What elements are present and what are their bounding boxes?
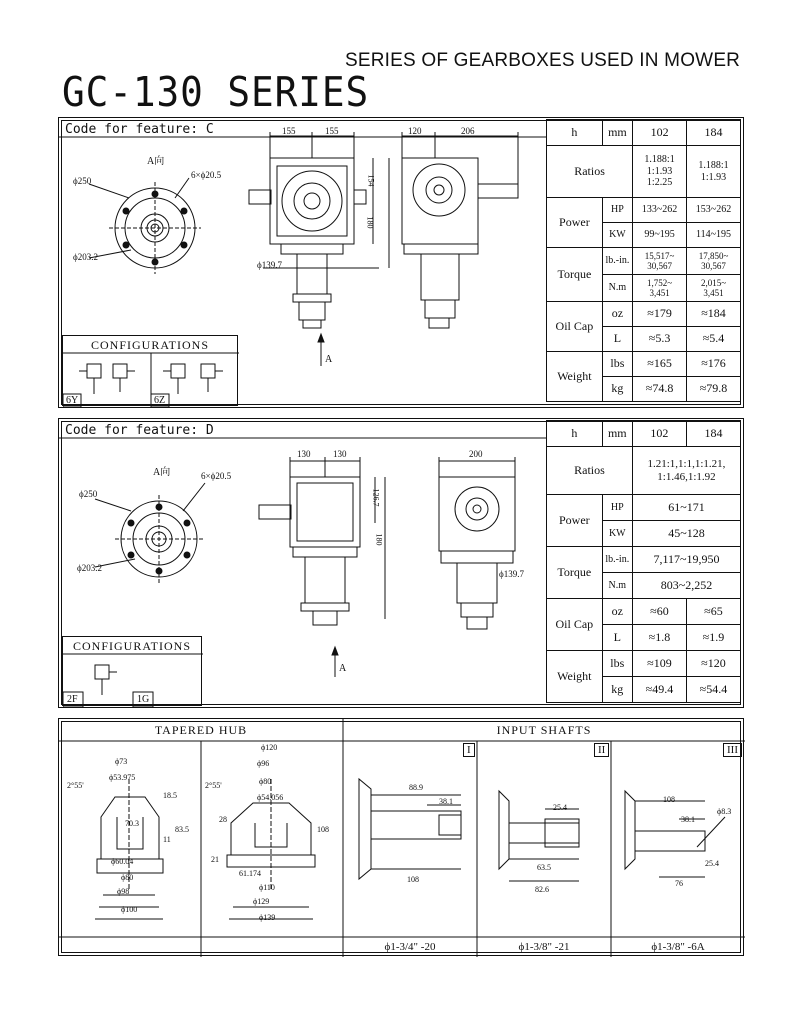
hub1-dim: ϕ73 — [115, 757, 128, 766]
shaft3-dim: ϕ8.3 — [717, 807, 732, 816]
hub2-dim: ϕ54.056 — [257, 793, 284, 802]
hub2-dim: 108 — [317, 825, 329, 834]
hub1-dim: 2°55' — [67, 781, 84, 790]
spec-val: ≈1.9 — [686, 625, 740, 651]
dim-phi139-c: ϕ139.7 — [257, 260, 282, 270]
spec-val: 1,752~ 3,451 — [633, 275, 687, 302]
spec-val: 99~195 — [633, 223, 687, 248]
hub1-dim: ϕ53.975 — [109, 773, 136, 782]
shaft2-dim: 25.4 — [553, 803, 567, 812]
arrow-label-c: A — [325, 354, 333, 365]
code-label-c: Code for feature: C — [65, 122, 214, 137]
dim-phi203-d: ϕ203.2 — [77, 563, 102, 573]
spec-val: ≈79.8 — [687, 377, 741, 402]
spec-unit: HP — [602, 198, 632, 223]
spec-h-val: 184 — [686, 421, 740, 447]
spec-weight-label: Weight — [547, 651, 603, 703]
spec-val: ≈49.4 — [632, 677, 686, 703]
spec-val: 15,517~ 30,567 — [633, 248, 687, 275]
spec-unit: oz — [602, 599, 632, 625]
dim-130a-d: 130 — [297, 449, 311, 459]
spec-h-unit: mm — [602, 120, 632, 146]
hub2-dim: ϕ120 — [261, 743, 278, 752]
spec-ratios-label: Ratios — [547, 146, 633, 198]
dim-155a-c: 155 — [282, 126, 296, 136]
spec-ratios-val: 1.188:1 1:1.93 — [687, 146, 741, 198]
panel-feature-c — [58, 117, 744, 408]
shaft2-dim: 63.5 — [537, 863, 551, 872]
spec-h-unit: mm — [602, 421, 632, 447]
spec-val: 7,117~19,950 — [632, 547, 740, 573]
panel-hub-shafts — [58, 718, 744, 956]
spec-val: 803~2,252 — [632, 573, 740, 599]
dim-126-d: 126.7 — [371, 488, 381, 507]
spec-ratios-val: 1.21:1,1:1,1:1.21, 1:1.46,1:1.92 — [632, 447, 740, 495]
spec-unit: lbs — [602, 651, 632, 677]
spec-val: 45~128 — [632, 521, 740, 547]
hub1-dim: ϕ60.04 — [111, 857, 134, 866]
spec-unit: kg — [602, 677, 632, 703]
shaft-numeral-ii: II — [594, 743, 609, 757]
shaft3-dim: 25.4 — [705, 859, 719, 868]
configurations-title-d: CONFIGURATIONS — [72, 639, 191, 653]
spec-torque-label: Torque — [547, 547, 603, 599]
spec-val: ≈176 — [687, 352, 741, 377]
spec-unit: lb.-in. — [602, 248, 632, 275]
config-2f: 2F — [67, 694, 78, 705]
code-label-d: Code for feature: D — [65, 423, 214, 438]
dim-phi139-d: ϕ139.7 — [499, 569, 524, 579]
dim-holes-d: 6×ϕ20.5 — [201, 471, 232, 481]
hub2-dim: 28 — [219, 815, 227, 824]
shaft2-dim: 82.6 — [535, 885, 549, 894]
dim-phi250-d: ϕ250 — [79, 489, 98, 499]
hub1-dim: ϕ100 — [121, 905, 138, 914]
spec-val: ≈120 — [686, 651, 740, 677]
spec-power-label: Power — [547, 495, 603, 547]
config-1g: 1G — [137, 694, 150, 705]
spec-ratios-label: Ratios — [547, 447, 633, 495]
view-label-c: A向 — [147, 156, 165, 167]
drawing-hub-shafts — [59, 719, 745, 957]
spec-unit: N.m — [602, 275, 632, 302]
spec-val: 17,850~ 30,567 — [687, 248, 741, 275]
spec-val: ≈74.8 — [633, 377, 687, 402]
spec-unit: kg — [602, 377, 632, 402]
hub1-dim: ϕ80 — [121, 873, 134, 882]
spec-ratios-val: 1.188:1 1:1.93 1:2.25 — [633, 146, 687, 198]
tapered-hub-title: TAPERED HUB — [154, 723, 248, 737]
spec-val: ≈54.4 — [686, 677, 740, 703]
spec-val: ≈60 — [632, 599, 686, 625]
spec-unit: KW — [602, 223, 632, 248]
spec-val: ≈165 — [633, 352, 687, 377]
configurations-box-c — [62, 335, 238, 406]
shaft1-caption: ϕ1-3/4" -20 — [384, 941, 436, 953]
view-label-d: A向 — [153, 467, 171, 478]
shaft1-dim: 108 — [407, 875, 419, 884]
spec-weight-label: Weight — [547, 352, 603, 402]
dim-206-c: 206 — [461, 126, 475, 136]
spec-val: 61~171 — [632, 495, 740, 521]
spec-oil-label: Oil Cap — [547, 302, 603, 352]
spec-val: ≈5.4 — [687, 327, 741, 352]
spec-val: 2,015~ 3,451 — [687, 275, 741, 302]
spec-val: 114~195 — [687, 223, 741, 248]
hub1-dim: 83.5 — [175, 825, 189, 834]
spec-unit: lb.-in. — [602, 547, 632, 573]
dim-120-c: 120 — [408, 126, 422, 136]
spec-torque-label: Torque — [547, 248, 603, 302]
shaft3-dim: 108 — [663, 795, 675, 804]
spec-h-val: 184 — [687, 120, 741, 146]
hub2-dim: ϕ110 — [259, 883, 275, 892]
spec-oil-label: Oil Cap — [547, 599, 603, 651]
shaft2-caption: ϕ1-3/8" -21 — [518, 941, 570, 953]
hub1-dim: ϕ98 — [117, 887, 130, 896]
dim-180-d: 180 — [374, 533, 384, 546]
spec-val: ≈179 — [633, 302, 687, 327]
spec-h-val: 102 — [633, 120, 687, 146]
hub2-dim: ϕ129 — [253, 897, 270, 906]
spec-val: 133~262 — [633, 198, 687, 223]
spec-unit: L — [602, 625, 632, 651]
shaft1-dim: 38.1 — [439, 797, 453, 806]
hub1-dim: 11 — [163, 835, 171, 844]
spec-val: ≈5.3 — [633, 327, 687, 352]
dim-phi250-c: ϕ250 — [73, 176, 92, 186]
configurations-title-c: CONFIGURATIONS — [90, 338, 209, 352]
shaft-numeral-iii: III — [723, 743, 742, 757]
config-6z: 6Z — [154, 395, 166, 406]
spec-val: ≈109 — [632, 651, 686, 677]
spec-power-label: Power — [547, 198, 603, 248]
spec-h-label: h — [547, 421, 603, 447]
spec-val: ≈1.8 — [632, 625, 686, 651]
hub2-dim: 61.174 — [239, 869, 261, 878]
dim-holes-c: 6×ϕ20.5 — [191, 170, 222, 180]
spec-unit: L — [602, 327, 632, 352]
arrow-label-d: A — [339, 663, 347, 674]
dim-phi203-c: ϕ203.2 — [73, 252, 98, 262]
hub1-dim: 18.5 — [163, 791, 177, 800]
shaft3-dim: 38.1 — [681, 815, 695, 824]
spec-val: 153~262 — [687, 198, 741, 223]
shaft-numeral-i: I — [463, 743, 475, 757]
spec-val: ≈184 — [687, 302, 741, 327]
hub2-dim: 21 — [211, 855, 219, 864]
spec-val: ≈65 — [686, 599, 740, 625]
input-shafts-title: INPUT SHAFTS — [496, 723, 592, 737]
spec-table-d — [546, 420, 741, 703]
hub2-dim: ϕ139 — [259, 913, 276, 922]
shaft3-dim: 76 — [675, 879, 683, 888]
hub2-dim: ϕ80 — [259, 777, 272, 786]
spec-unit: KW — [602, 521, 632, 547]
hub1-dim: 70.3 — [125, 819, 139, 828]
panel-feature-d — [58, 418, 744, 708]
spec-unit: lbs — [602, 352, 632, 377]
spec-table-c — [546, 119, 741, 402]
shaft1-dim: 88.9 — [409, 783, 423, 792]
hub2-dim: ϕ96 — [257, 759, 270, 768]
dim-180-c: 180 — [365, 216, 375, 229]
dim-155b-c: 155 — [325, 126, 339, 136]
dim-154-c: 154 — [366, 174, 376, 187]
dim-130b-d: 130 — [333, 449, 347, 459]
spec-h-label: h — [547, 120, 603, 146]
config-6y: 6Y — [66, 395, 79, 406]
dim-200-d: 200 — [469, 449, 483, 459]
spec-unit: HP — [602, 495, 632, 521]
spec-h-val: 102 — [632, 421, 686, 447]
shaft3-caption: ϕ1-3/8" -6A — [651, 941, 705, 953]
hub2-dim: 2°55' — [205, 781, 222, 790]
spec-unit: oz — [602, 302, 632, 327]
page-title: GC-130 SERIES — [62, 68, 370, 116]
spec-unit: N.m — [602, 573, 632, 599]
configurations-box-d — [62, 636, 202, 706]
page-subtitle: SERIES OF GEARBOXES USED IN MOWER — [345, 50, 741, 71]
